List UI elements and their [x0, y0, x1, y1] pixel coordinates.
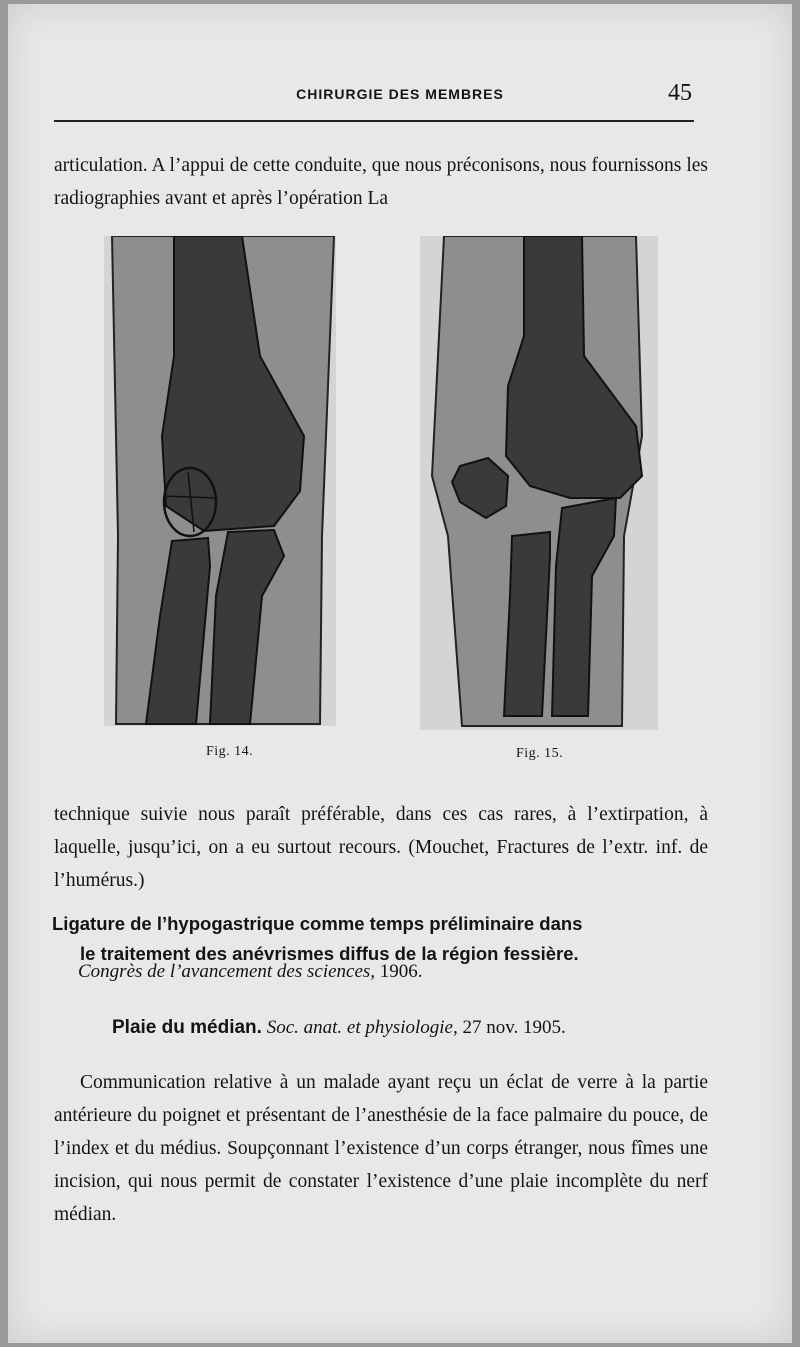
paragraph-2: technique suivie nous paraît préférable, dans ces cas rares, à l’extirpation, à laquelle, jusqu’ici, on a eu surtout recours. (Mouchet, Fractures de l’extr. inf. de l’humérus.) [54, 804, 708, 891]
header-rule [54, 120, 694, 122]
xray-illustration-fig14 [104, 236, 336, 726]
figure-14 [104, 236, 336, 759]
figure-15 [420, 236, 658, 761]
paragraph-1: articulation. A l’appui de cette conduite, que nous préconisons, nous fournissons les radiographies avant et après l’opération La [54, 155, 708, 209]
running-title: CHIRURGIE DES MEMBRES [296, 86, 504, 102]
figure-15-caption: Fig. 15. [516, 746, 564, 761]
xray-illustration-fig15 [420, 236, 658, 730]
source-year: 1906. [379, 961, 423, 982]
figure-14-caption: Fig. 14. [206, 744, 254, 759]
entry-date: 27 nov. 1905. [462, 1017, 566, 1038]
heading-line-2: le traitement des anévrismes diffus de la région fessière. [80, 943, 579, 964]
running-head [8, 80, 792, 106]
entry-line [112, 1017, 566, 1039]
section-heading [52, 909, 712, 969]
entry-title: Plaie du médian. [112, 1017, 262, 1038]
page-number: 45 [668, 80, 692, 106]
page [8, 4, 792, 1343]
entry-journal: Soc. anat. et physiologie, [266, 1017, 458, 1038]
paragraph-3: Communication relative à un malade ayant reçu un éclat de verre à la partie antérieure du poignet et présentant de l’anesthésie de la face palmaire du pouce, de l’index et du médius. Soupçonnant l’existence d’un corps étranger, nous fîmes une incision, qui nous permit de constater l’existence d’une plaie incomplète du nerf médian. [54, 1072, 708, 1225]
source-citation [78, 961, 423, 983]
source-text: Congrès de l’avancement des sciences, [78, 961, 376, 982]
heading-line-1: Ligature de l’hypogastrique comme temps préliminaire dans [52, 913, 583, 934]
